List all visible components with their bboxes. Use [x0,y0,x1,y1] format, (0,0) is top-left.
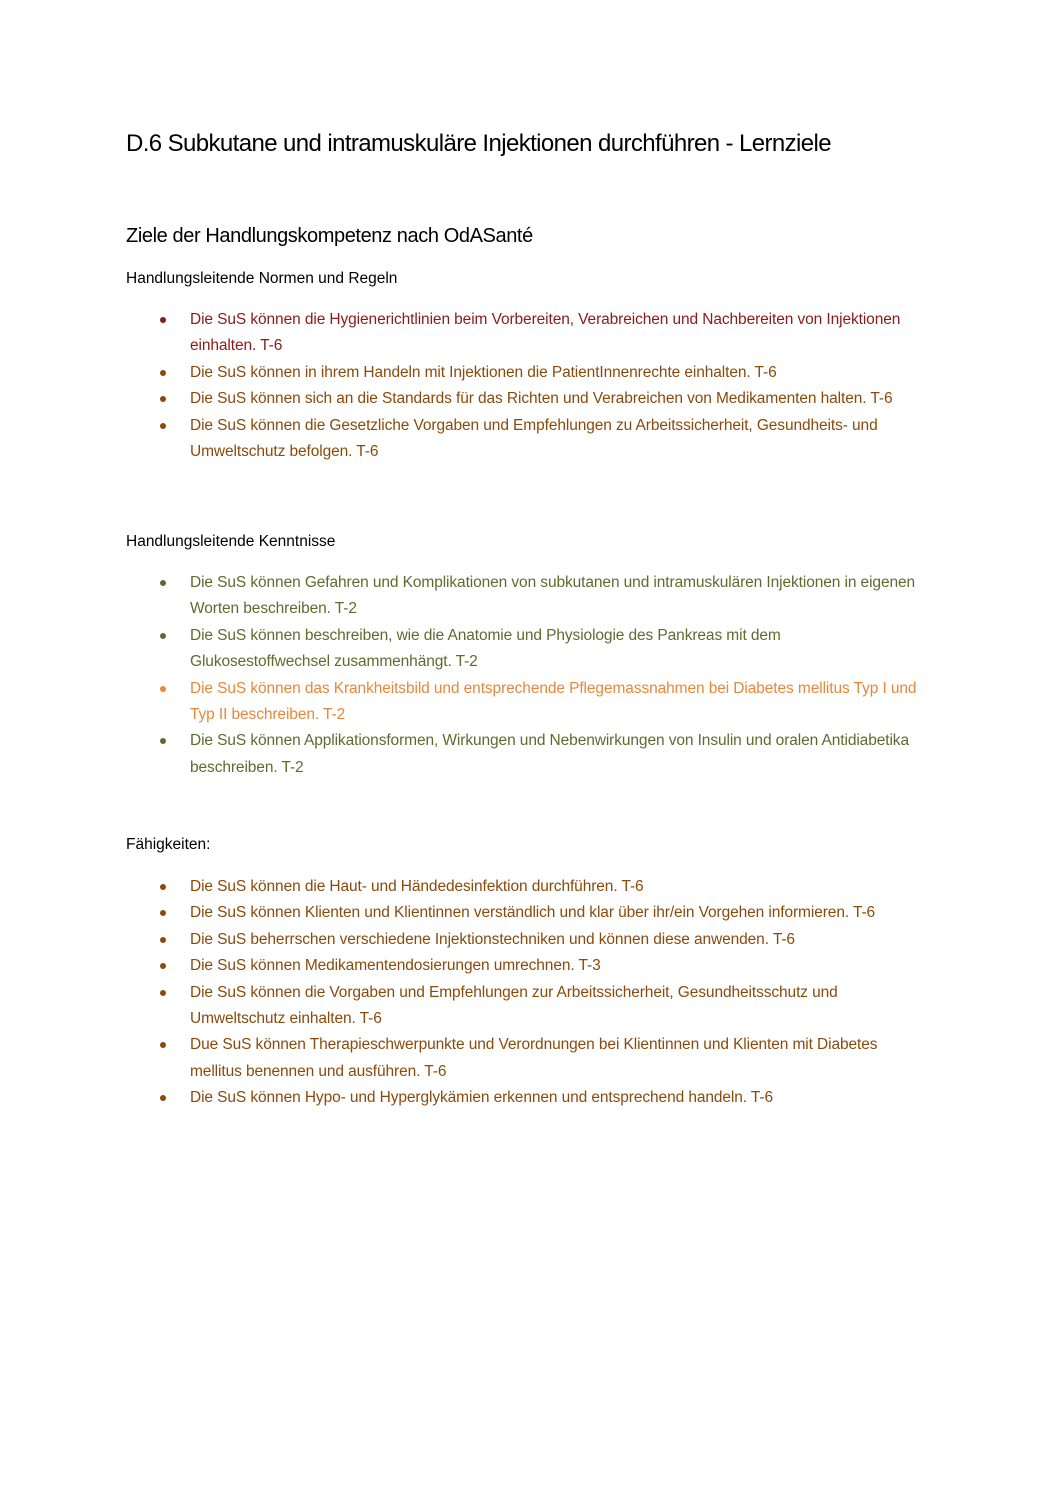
section-subtitle: Ziele der Handlungskompetenz nach OdASanté [126,225,533,247]
list-item [160,360,920,386]
list-item [160,927,920,953]
page-title: D.6 Subkutane und intramuskuläre Injektionen durchführen - Lernziele [126,130,831,157]
goal-text: Die SuS können Applikationsformen, Wirkungen und Nebenwirkungen von Insulin und oralen Antidiabetika beschreiben. T-2 [190,732,909,776]
bullet-icon [160,580,166,586]
list-item [160,874,920,900]
goal-text: Die SuS können Hypo- und Hyperglykämien erkennen und entsprechend handeln. T-6 [190,1089,774,1107]
goal-text: Die SuS können die Hygienerichtlinien beim Vorbereiten, Verabreichen und Nachbereiten von Injektionen einhalten. T-6 [190,311,901,355]
bullet-icon [160,423,166,429]
goal-text: Die SuS können das Krankheitsbild und entsprechende Pflegemassnahmen bei Diabetes mellitus Typ I und Typ II beschreiben. T-2 [190,679,917,724]
goal-text: Die SuS können die Vorgaben und Empfehlungen zur Arbeitssicherheit, Gesundheitsschutz und Umweltschutz einhalten. T-6 [190,983,838,1028]
list-item [160,728,920,781]
goal-list-faehigkeiten [160,874,920,1112]
bullet-icon [160,370,166,376]
goal-text: Die SuS können beschreiben, wie die Anatomie und Physiologie des Pankreas mit dem Glukosestoffwechsel zusammenhängt. T-2 [190,626,781,671]
list-item [160,676,920,729]
bullet-icon [160,937,166,943]
goal-text: Due SuS können Therapieschwerpunkte und Verordnungen bei Klientinnen und Klienten mit Diabetes mellitus benennen und ausführen. T-6 [190,1036,878,1080]
list-item [160,1085,920,1111]
bullet-icon [160,990,166,996]
section-heading-faehigkeiten: Fähigkeiten: [126,836,211,853]
goal-text: Die SuS können Gefahren und Komplikationen von subkutanen und intramuskulären Injektionen in eigenen Worten beschreiben. T-2 [190,574,916,618]
list-item [160,953,920,979]
list-item [160,570,920,623]
bullet-icon [160,884,166,890]
goal-text: Die SuS können Klienten und Klientinnen verständlich und klar über ihr/ein Vorgehen informieren. T-6 [190,904,876,922]
goal-text: Die SuS beherrschen verschiedene Injektionstechniken und können diese anwenden. T-6 [190,930,795,948]
goal-list-normen [160,307,920,465]
list-item [160,623,920,676]
bullet-icon [160,686,166,692]
list-item [160,1032,920,1085]
list-item [160,413,920,466]
bullet-icon [160,963,166,969]
bullet-icon [160,1095,166,1101]
bullet-icon [160,1042,166,1048]
list-item [160,900,920,926]
section-heading-normen: Handlungsleitende Normen und Regeln [126,270,398,287]
goal-text: Die SuS können sich an die Standards für das Richten und Verabreichen von Medikamenten halten. T-6 [190,390,893,408]
goal-text: Die SuS können in ihrem Handeln mit Injektionen die PatientInnenrechte einhalten. T-6 [190,363,777,381]
list-item [160,386,920,412]
goal-text: Die SuS können die Haut- und Händedesinfektion durchführen. T-6 [190,878,644,895]
goal-text: Die SuS können die Gesetzliche Vorgaben und Empfehlungen zu Arbeitssicherheit, Gesundheits- und Umweltschutz befolgen. T-6 [190,416,878,461]
bullet-icon [160,396,166,402]
bullet-icon [160,633,166,639]
section-heading-kenntnisse: Handlungsleitende Kenntnisse [126,533,336,550]
goal-list-kenntnisse [160,570,920,781]
bullet-icon [160,910,166,916]
bullet-icon [160,738,166,744]
list-item [160,980,920,1033]
list-item [160,307,920,360]
goal-text: Die SuS können Medikamentendosierungen umrechnen. T-3 [190,957,601,975]
bullet-icon [160,317,166,323]
